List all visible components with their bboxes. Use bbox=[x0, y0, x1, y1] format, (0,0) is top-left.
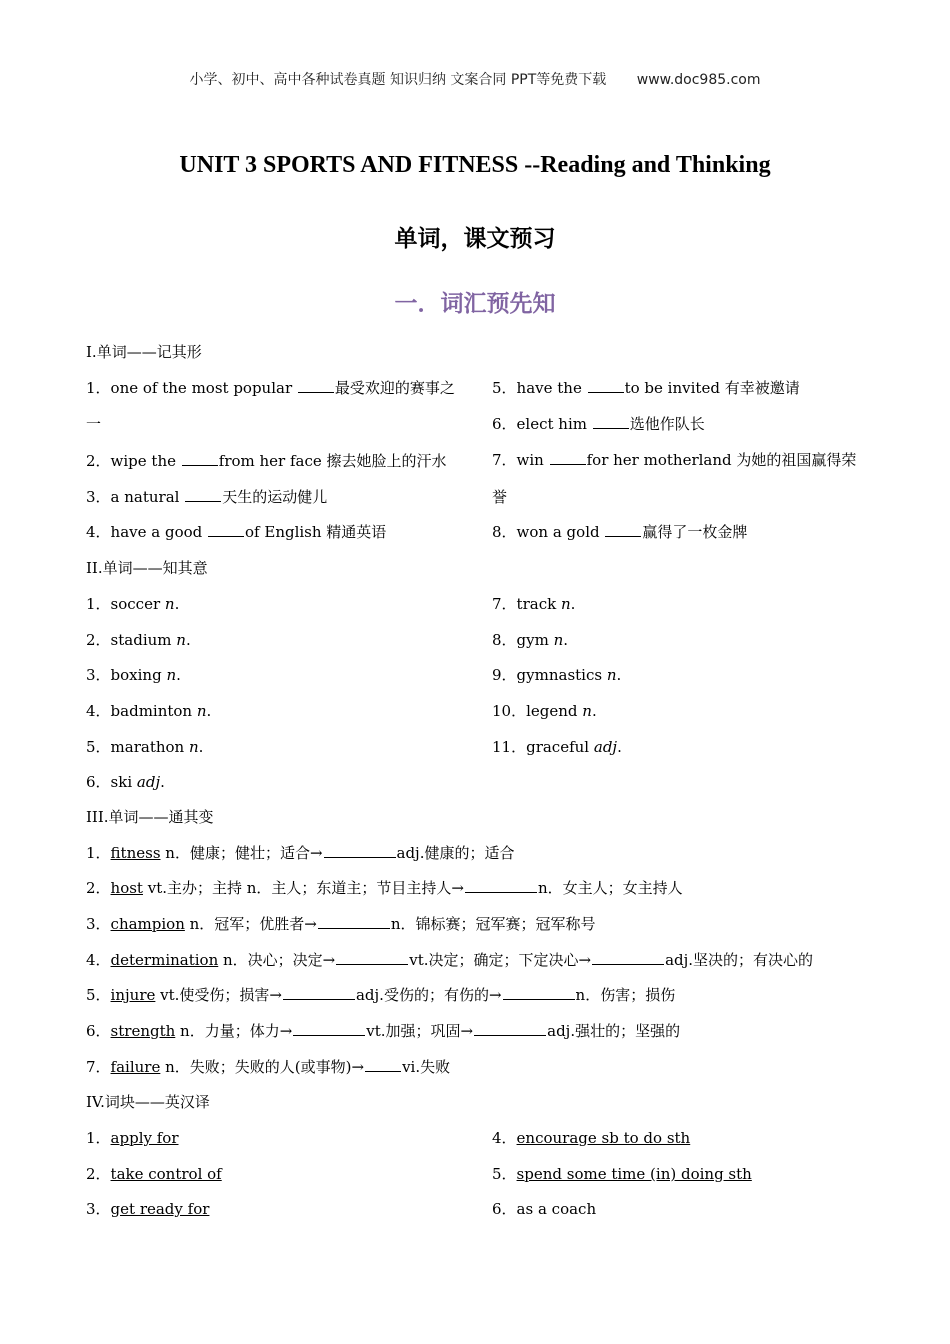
part4-item: 2．take control of bbox=[86, 1165, 222, 1183]
part2-item: 8．gym n. bbox=[492, 631, 569, 649]
answer-blank[interactable] bbox=[182, 451, 218, 466]
part2-item: 9．gymnastics n. bbox=[492, 666, 622, 684]
part3-item-7: 7．failure n．失败；失败的人(或事物)→ vi.失败 bbox=[86, 1058, 451, 1076]
part1-item-4: 4．have a good of English 精通英语 bbox=[86, 523, 387, 541]
answer-blank[interactable] bbox=[550, 450, 586, 465]
page-title: UNIT 3 SPORTS AND FITNESS --Reading and Thinking bbox=[179, 152, 771, 178]
part2-item: 10．legend n. bbox=[492, 702, 597, 720]
part4-item: 3．get ready for bbox=[86, 1200, 210, 1218]
part2-item: 2．stadium n. bbox=[86, 631, 191, 649]
part1-item-8: 8．won a gold 赢得了一枚金牌 bbox=[492, 523, 748, 541]
header-site-link[interactable]: www.doc985.com bbox=[636, 72, 761, 88]
answer-blank[interactable] bbox=[474, 1021, 546, 1036]
answer-blank[interactable] bbox=[318, 914, 390, 929]
answer-blank[interactable] bbox=[503, 985, 575, 1000]
part3-heading: III.单词——通其变 bbox=[86, 808, 214, 826]
part1-item-3: 3．a natural 天生的运动健儿 bbox=[86, 488, 328, 506]
part2-item: 5．marathon n. bbox=[86, 738, 204, 756]
answer-blank[interactable] bbox=[592, 950, 664, 965]
part1-item-7-cont: 誉 bbox=[492, 488, 508, 506]
part2-item: 3．boxing n. bbox=[86, 666, 181, 684]
answer-blank[interactable] bbox=[336, 950, 408, 965]
answer-blank[interactable] bbox=[324, 843, 396, 858]
answer-blank[interactable] bbox=[283, 985, 355, 1000]
answer-blank[interactable] bbox=[593, 414, 629, 429]
part1-item-7: 7．win for her motherland 为她的祖国赢得荣 bbox=[492, 451, 857, 469]
answer-blank[interactable] bbox=[208, 522, 244, 537]
page-header bbox=[0, 69, 950, 89]
part4-item: 6．as a coach bbox=[492, 1200, 597, 1218]
page-subtitle: 单词，课文预习 bbox=[394, 226, 556, 252]
part2-item: 7．track n. bbox=[492, 595, 576, 613]
answer-blank[interactable] bbox=[365, 1057, 401, 1072]
answer-blank[interactable] bbox=[465, 878, 537, 893]
part3-item-4: 4．determination n．决心；决定→ vt.决定；确定；下定决心→ adj.坚决的；有决心的 bbox=[86, 951, 814, 969]
part1-item-2: 2．wipe the from her face 擦去她脸上的汗水 bbox=[86, 452, 447, 470]
section-title: 一．词汇预先知 bbox=[394, 291, 556, 317]
part2-item: 4．badminton n. bbox=[86, 702, 212, 720]
part1-item-1: 1．one of the most popular 最受欢迎的赛事之 bbox=[86, 379, 455, 397]
part1-item-6: 6．elect him 选他作队长 bbox=[492, 415, 705, 433]
part1-item-5: 5．have the to be invited 有幸被邀请 bbox=[492, 379, 800, 397]
part2-item: 1．soccer n. bbox=[86, 595, 180, 613]
answer-blank[interactable] bbox=[185, 487, 221, 502]
part4-heading: IV.词块——英汉译 bbox=[86, 1093, 210, 1111]
part2-heading: II.单词——知其意 bbox=[86, 559, 208, 577]
part3-item-6: 6．strength n．力量；体力→ vt.加强；巩固→ adj.强壮的；坚强的 bbox=[86, 1022, 681, 1040]
part3-item-2: 2．host vt.主办；主持 n．主人；东道主；节目主持人→ n．女主人；女主持人 bbox=[86, 879, 683, 897]
part2-item: 6．ski adj. bbox=[86, 773, 165, 791]
part3-item-1: 1．fitness n．健康；健壮；适合→ adj.健康的；适合 bbox=[86, 844, 515, 862]
part4-item: 1．apply for bbox=[86, 1129, 179, 1147]
answer-blank[interactable] bbox=[605, 522, 641, 537]
header-text: 小学、初中、高中各种试卷真题 知识归纳 文案合同 PPT等免费下载 bbox=[189, 72, 607, 88]
answer-blank[interactable] bbox=[293, 1021, 365, 1036]
answer-blank[interactable] bbox=[588, 378, 624, 393]
part2-item: 11．graceful adj. bbox=[492, 738, 622, 756]
part3-item-3: 3．champion n．冠军；优胜者→ n．锦标赛；冠军赛；冠军称号 bbox=[86, 915, 596, 933]
answer-blank[interactable] bbox=[298, 378, 334, 393]
part4-item: 4．encourage sb to do sth bbox=[492, 1129, 691, 1147]
part3-item-5: 5．injure vt.使受伤；损害→ adj.受伤的；有伤的→ n．伤害；损伤 bbox=[86, 986, 676, 1004]
part1-heading: I.单词——记其形 bbox=[86, 343, 202, 361]
part4-item: 5．spend some time (in) doing sth bbox=[492, 1165, 752, 1183]
part1-item-1-cont: 一 bbox=[86, 415, 102, 433]
